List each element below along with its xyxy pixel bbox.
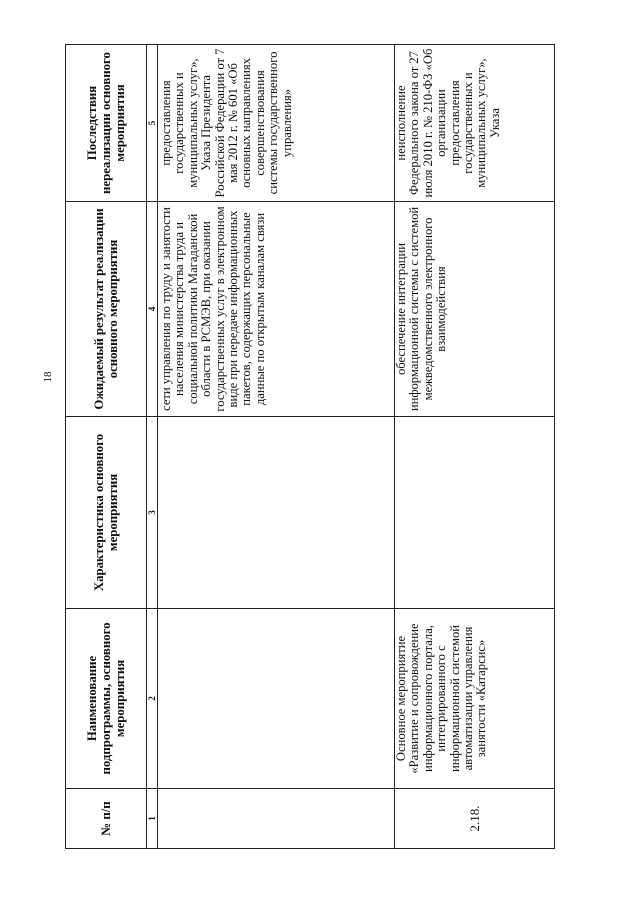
column-number: 5: [147, 45, 158, 202]
column-number-row: [147, 45, 158, 849]
row-number: [158, 789, 395, 849]
measures-table: [65, 44, 555, 849]
column-number: 4: [147, 202, 158, 417]
header-result: Ожидаемый результат реализации основного мероприятия: [66, 202, 147, 417]
table-row: [158, 45, 395, 849]
header-name: Наименование подпрограммы, основного мероприятия: [66, 609, 147, 789]
rotated-table-wrapper: [65, 45, 553, 849]
header-no: № п/п: [66, 789, 147, 849]
column-number: 2: [147, 609, 158, 789]
column-number: 3: [147, 417, 158, 609]
table-header-row: [66, 45, 147, 849]
header-characteristic: Характеристика основного мероприятия: [66, 417, 147, 609]
column-number: 1: [147, 789, 158, 849]
row-name: Основное мероприятие «Развитие и сопровождение информационного портала, интегрированного с информационной системой автоматизации управления занятости «Катарсис»: [395, 609, 555, 789]
row-characteristic: [158, 417, 395, 609]
row-number: 2.18.: [395, 789, 555, 849]
row-consequences: предоставления государственных и муниципальных услуг», Указа Президента Российской Федерации от 7 мая 2012 г. № 601 «Об основных направлениях совершенствования системы государственного управления»: [158, 45, 395, 202]
row-consequences: неисполнение Федерального закона от 27 июля 2010 г. № 210-ФЗ «Об организации предоставления государственных и муниципальных услуг», Указа: [395, 45, 555, 202]
row-name: [158, 609, 395, 789]
table-row: [395, 45, 555, 849]
page-number: 18: [42, 371, 54, 383]
row-characteristic: [395, 417, 555, 609]
row-result: сети управления по труду и занятости населения министерства труда и социальной политики Магаданской области в РСМЭВ, при оказании государственных услуг в электронном виде при передаче информационных пакетов, содержащих персональные данные по открытым каналам связи: [158, 202, 395, 417]
header-consequences: Последствия нереализации основного мероприятия: [66, 45, 147, 202]
row-result: обеспечение интеграции информационной системы с системой межведомственного электронного взаимодействия: [395, 202, 555, 417]
